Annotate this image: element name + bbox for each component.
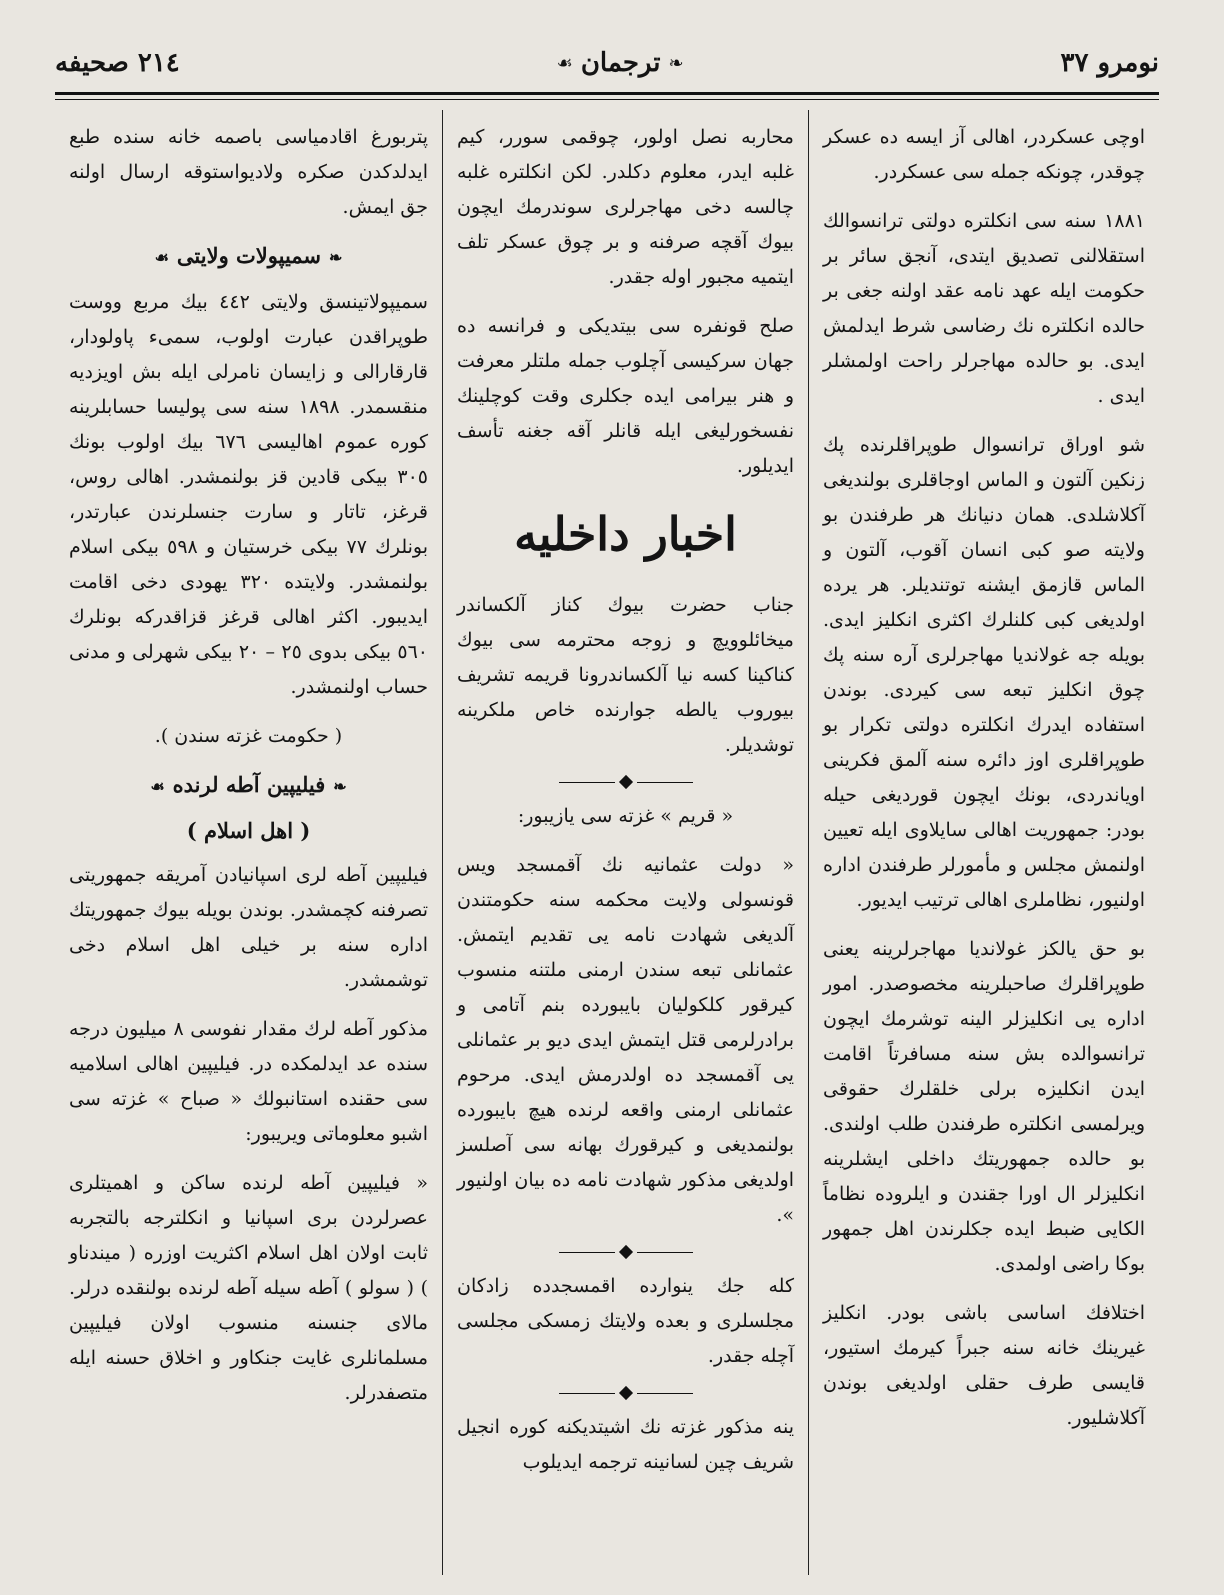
paragraph: کله جك ینوارده اقمسجدده زادکان مجلسلری و بعده ولایتك زمسکی مجلسی آچله جقدر. (457, 1275, 794, 1367)
column-middle (442, 110, 809, 1575)
paragraph: اختلافك اساسی باشی بودر. انکلیز غیرینك خانه سنه جبراً کیرمك استیور، قایسی طرف حقلی اولدیغی بوندن آکلاشلیور. (823, 1302, 1145, 1429)
paragraph: مذکور آطه لرك مقدار نفوسی ٨ میلیون درجه سنده عد ایدلمکده در. فیلیپین اهالی اسلامیه سی حقنده استانبولك « صباح » غزته سی اشبو معلوماتی ویریبور: (69, 1018, 428, 1145)
ornament-icon: ❧ (329, 248, 343, 267)
paragraph: بو حق یالکز غولاندیا مهاجرلرینه یعنی طوپراقلرك صاحبلرینه مخصوصدر. امور اداره یی انکلیزلر الینه توشرمك ایچون ترانسوالده بش سنه مسافرتاً اقامت ایدن انکلیزه برلی خلقلرك حقوقی ویرلمسی انکلتره طرفندن طلب اولندی. بو حالده جمهوریتك داخلی ایشلرینه انکلیزلر ال اورا جقندن و ایلروده نظاماً الکایی ضبط ایده جکلرندن اهل جمهور بوکا راضی اولمدی. (823, 938, 1145, 1275)
paragraph: « فیلیپین آطه لرنده ساکن و اهمیتلری عصرلردن بری اسپانیا و انکلترجه بالتجربه ثابت اولان اهل اسلام اکثریت اوزره ( میندناو ) ( سولو ) آطه سیله آطه لرنده بولنقده درلر. مالای جنسنه منسوب اولان فیلیپین مسلمانلری غایت جنکاور و اخلاق حسنه ایله متصفدرلر. (69, 1172, 428, 1404)
paragraph: فیلیپین آطه لری اسپانیادن آمریقه جمهوریتی تصرفنه کچمشدر. بوندن بویله بیوك جمهوریتك اداره سنه بر خیلی اهل اسلام دخی توشمشدر. (69, 864, 428, 991)
section-title-philippines: ❧فیلیپین آطه لرنده☙ (150, 772, 347, 797)
separator (457, 1388, 794, 1398)
page-number: ٢١٤ صحيفه (55, 48, 180, 78)
paper-name: ترجمان (580, 48, 661, 78)
paragraph: « قریم » غزته سی یازیبور: (517, 805, 734, 827)
paragraph: اوچی عسکردر، اهالی آز ایسه ده عسکر چوقدر، چونکه جمله سی عسکردر. (823, 126, 1145, 183)
columns (55, 110, 1159, 1575)
paragraph: ١٨٨١ سنه سی انکلتره دولتی ترانسوالك استقلالنی تصدیق ایتدی، آنجق سائر بر حکومت ایله عهد نامه عقد اولنه جغی بر حالده انکلتره نك رضاسی شرط ایدلمش ایدی. بو حالده مهاجرلر راحت اولمشلر ایدی . (823, 210, 1145, 407)
ornament-icon: ❧ (333, 777, 347, 796)
paragraph: صلح قونفره سی بیتدیکی و فرانسه ده جهان سرکیسی آچلوب جمله ملتلر معرفت و هنر بیرامی ایده جکلری وقت کوچلینك نفسخورلیغی ایله قانلر آقه جغنه تأسف ایدیلور. (457, 315, 794, 477)
paragraph: سمیپولاتینسق ولایتی ٤٤٢ بیك مربع ووست طوپراقدن عبارت اولوب، سمیء پاولودار، قارقارالی و زایسان نامرلی ایله بش اویزدیه منقسمدر. ١٨٩٨ سنه سی پولیسا حسابلرینه کوره عموم اهالیسی ٦٧٦ بیك اولوب بونك ٣٠٥ بیکی قادین قز بولنمشدر. اهالی روس، قرغز، تاتار و سارت جنسلرندن عبارتدر، بونلرك ٧٧ بیکی خرستیان و ٥٩٨ بیکی اسلام بولنمشدر. ولایتده ٣٢٠ یهودی دخی اقامت ایدیبور. اکثر اهالی قرغز قزاقدرکه بونلرك ٥٦٠ بیکی بدوی ٢٥ – ٢٠ بیکی شهرلی و مدنی حساب اولنمشدر. (69, 291, 429, 698)
paragraph: محاربه نصل اولور، چوقمی سورر، کیم غلبه ایدر، معلوم دکلدر. لکن انکلتره غلبه چالسه دخی مهاجرلری سوندرمك ایچون بیوك آقچه صرفنه و بر چوق عسکر تلف ایتمیه مجبور اوله جقدر. (457, 126, 794, 288)
column-left (55, 110, 442, 1575)
section-subtitle: ( اهل اسلام ) (186, 818, 311, 843)
issue-number: نومرو ٣٧ (1060, 48, 1159, 78)
header-rule (55, 92, 1159, 95)
section-title-domestic-news: اخبار داخلیه (514, 507, 737, 561)
column-right (809, 110, 1159, 1575)
ornament-icon: ☙ (556, 52, 573, 74)
paragraph: شو اوراق ترانسوال طوپراقلرنده پك زنکین آلتون و الماس اوجاقلری بولندیغی آکلاشلدی. همان دنیانك هر طرفندن بو ولایته صو کبی انسان آقوب، آلتون و الماس قازمق ایشنه توتندیلر. هر یرده اولدیغی کبی کلنلرك اکثری انکلیز ایدی. بویله جه غولاندیا مهاجرلری آره سنه پك چوق انکلیز تبعه سی کیردی. بوندن استفاده ایدرك انکلتره دولتی تکرار بو طوپراقلری اوز دائره سنه آلمق فکرینی اویاندردی، بونك ایچون قوردیغی حیله بودر: جمهوریت اهالی سایلاوی ایله تعیین اولنمش مجلس و مأمورلر طرفندن اداره اولنیور، نظاملری اهالی ترتیب ایدیور. (823, 434, 1145, 911)
paragraph: « دولت عثمانیه نك آقمسجد ویس قونسولی ولایت محکمه سنه حکومتندن آلدیغی شهادت نامه یی تقدیم ایتمش. عثمانلی تبعه سندن ارمنی ملتنه منسوب کیرقور کلکولیان بایبورده بنم آتامی و برادرلرمی قتل ایتمش ایدی دیو بر عثمانلی یی آقمسجد ده اولدرمش ایدی. مرحوم عثمانلی ارمنی واقعه لرنده هیچ بایبورده بولنمدیغی و کیرقورك بهانه سی آصلسز اولدیغی مذکور شهادت نامه ده بیان اولنیور ». (457, 854, 794, 1226)
ornament-icon: ❧ (668, 52, 684, 74)
masthead (557, 48, 684, 78)
paragraph: ینه مذکور غزته نك اشیتدیکنه کوره انجیل شریف چین لسانینه ترجمه ایدیلوب (457, 1416, 794, 1473)
separator (457, 777, 794, 787)
ornament-icon: ☙ (150, 777, 165, 796)
paragraph: پتربورغ اقادمیاسی باصمه خانه سنده طبع ایدلدکدن صکره ولادیواستوقه ارسال اولنه جق ایمش. (69, 126, 428, 218)
separator (457, 1247, 794, 1257)
ornament-icon: ☙ (154, 248, 169, 267)
header-rule-thin (55, 99, 1159, 100)
page-header (55, 38, 1159, 88)
source-note: ( حکومت غزته سندن ). (154, 725, 343, 747)
section-title-semipalatinsk: ❧سمیپولات ولایتی☙ (154, 243, 343, 268)
paragraph: جناب حضرت بیوك کناز آلکساندر میخائلوویچ و زوجه محترمه سی بیوك کناکینا کسه نیا آلکساندرونا قریمه تشریف بیوروب یالطه جوارنده خاص ملکرینه توشدیلر. (457, 594, 794, 756)
